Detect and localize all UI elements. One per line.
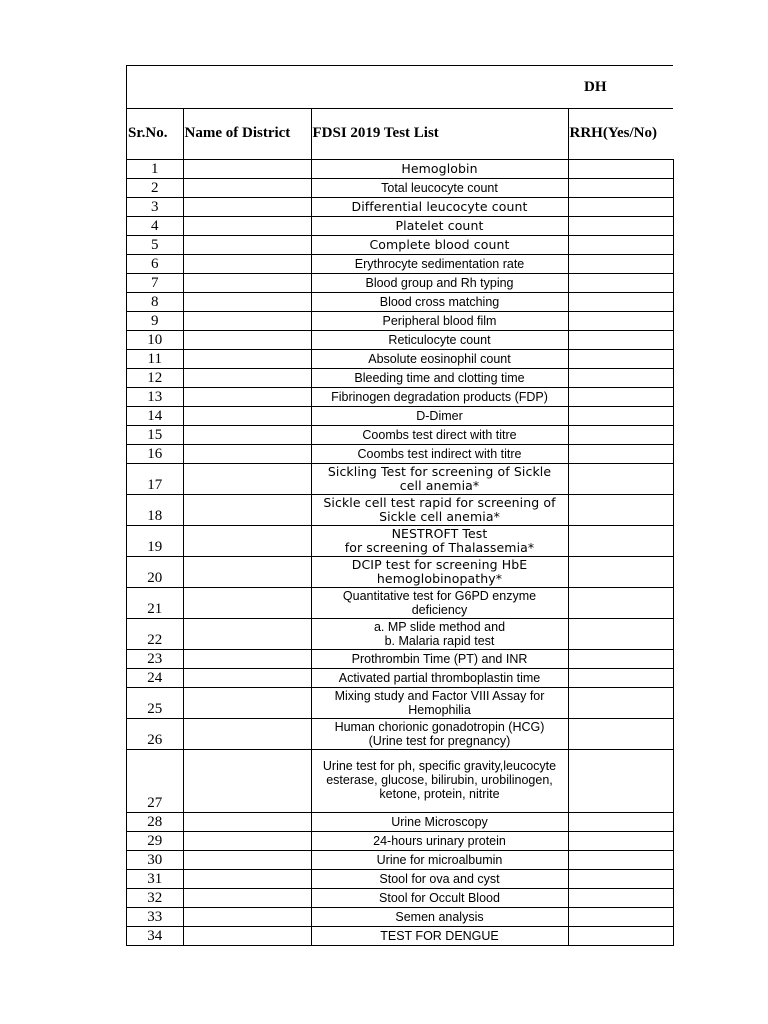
table-row <box>127 178 673 197</box>
header-test-list: FDSI 2019 Test List <box>311 109 568 159</box>
test-name-cell: Urine Microscopy <box>311 812 568 831</box>
test-name-cell: Complete blood count <box>311 235 568 254</box>
rrh-cell[interactable] <box>568 668 673 687</box>
test-name-cell: Platelet count <box>311 216 568 235</box>
sr-no-cell: 5 <box>127 235 183 254</box>
rrh-cell[interactable] <box>568 387 673 406</box>
test-name-cell: Hemoglobin <box>311 159 568 178</box>
table-row <box>127 425 673 444</box>
test-name-cell: Bleeding time and clotting time <box>311 368 568 387</box>
district-cell[interactable] <box>183 869 311 888</box>
rrh-cell[interactable] <box>568 311 673 330</box>
sr-no-cell: 30 <box>127 850 183 869</box>
test-name-cell: Sickle cell test rapid for screening of Sickle cell anemia* <box>311 494 568 525</box>
test-name-cell: Erythrocyte sedimentation rate <box>311 254 568 273</box>
table-row <box>127 869 673 888</box>
district-cell[interactable] <box>183 368 311 387</box>
sheet-banner <box>127 65 673 109</box>
sr-no-cell: 22 <box>127 618 183 649</box>
sr-no-cell: 32 <box>127 888 183 907</box>
table-row <box>127 273 673 292</box>
test-name-cell: Urine test for ph, specific gravity,leucocyte esterase, glucose, bilirubin, urobilinogen, ketone, protein, nitrite <box>311 749 568 812</box>
rrh-cell[interactable] <box>568 587 673 618</box>
table-row <box>127 831 673 850</box>
district-cell[interactable] <box>183 926 311 945</box>
district-cell[interactable] <box>183 330 311 349</box>
test-name-cell: Fibrinogen degradation products (FDP) <box>311 387 568 406</box>
sr-no-cell: 12 <box>127 368 183 387</box>
test-name-cell: TEST FOR DENGUE <box>311 926 568 945</box>
banner-label: DH <box>584 79 607 95</box>
district-cell[interactable] <box>183 292 311 311</box>
test-name-cell: DCIP test for screening HbE hemoglobinopathy* <box>311 556 568 587</box>
district-cell[interactable] <box>183 197 311 216</box>
rrh-cell[interactable] <box>568 425 673 444</box>
test-name-cell: NESTROFT Test for screening of Thalassemia* <box>311 525 568 556</box>
table-row <box>127 216 673 235</box>
district-cell[interactable] <box>183 349 311 368</box>
district-cell[interactable] <box>183 159 311 178</box>
rrh-cell[interactable] <box>568 273 673 292</box>
sr-no-cell: 31 <box>127 869 183 888</box>
rrh-cell[interactable] <box>568 349 673 368</box>
sr-no-cell: 1 <box>127 159 183 178</box>
sr-no-cell: 29 <box>127 831 183 850</box>
district-cell[interactable] <box>183 273 311 292</box>
sr-no-cell: 19 <box>127 525 183 556</box>
table-row <box>127 349 673 368</box>
table-row <box>127 235 673 254</box>
rrh-cell[interactable] <box>568 254 673 273</box>
test-name-cell: D-Dimer <box>311 406 568 425</box>
rrh-cell[interactable] <box>568 463 673 494</box>
test-name-cell: Human chorionic gonadotropin (HCG) (Urine test for pregnancy) <box>311 718 568 749</box>
district-cell[interactable] <box>183 718 311 749</box>
test-name-cell: Peripheral blood film <box>311 311 568 330</box>
table-row <box>127 444 673 463</box>
test-name-cell: 24-hours urinary protein <box>311 831 568 850</box>
district-cell[interactable] <box>183 850 311 869</box>
rrh-cell[interactable] <box>568 197 673 216</box>
test-name-cell: Stool for ova and cyst <box>311 869 568 888</box>
rrh-cell[interactable] <box>568 869 673 888</box>
district-cell[interactable] <box>183 687 311 718</box>
test-name-cell: Urine for microalbumin <box>311 850 568 869</box>
test-name-cell: Quantitative test for G6PD enzyme deficiency <box>311 587 568 618</box>
sr-no-cell: 27 <box>127 749 183 812</box>
sr-no-cell: 18 <box>127 494 183 525</box>
district-cell[interactable] <box>183 444 311 463</box>
sr-no-cell: 14 <box>127 406 183 425</box>
sr-no-cell: 4 <box>127 216 183 235</box>
test-name-cell: Reticulocyte count <box>311 330 568 349</box>
sr-no-cell: 6 <box>127 254 183 273</box>
sr-no-cell: 16 <box>127 444 183 463</box>
test-name-cell: Absolute eosinophil count <box>311 349 568 368</box>
table-row <box>127 197 673 216</box>
rrh-cell[interactable] <box>568 831 673 850</box>
table-row <box>127 159 673 178</box>
header-rrh: RRH(Yes/No) <box>568 109 673 159</box>
table-row <box>127 926 673 945</box>
test-name-cell: Blood group and Rh typing <box>311 273 568 292</box>
district-cell[interactable] <box>183 831 311 850</box>
table-row <box>127 311 673 330</box>
rrh-cell[interactable] <box>568 494 673 525</box>
sr-no-cell: 23 <box>127 649 183 668</box>
test-name-cell: Semen analysis <box>311 907 568 926</box>
rrh-cell[interactable] <box>568 907 673 926</box>
district-cell[interactable] <box>183 749 311 812</box>
district-cell[interactable] <box>183 235 311 254</box>
test-name-cell: Coombs test direct with titre <box>311 425 568 444</box>
sr-no-cell: 33 <box>127 907 183 926</box>
table-row <box>127 888 673 907</box>
sr-no-cell: 11 <box>127 349 183 368</box>
table-row <box>127 668 673 687</box>
table-row <box>127 292 673 311</box>
test-name-cell: Blood cross matching <box>311 292 568 311</box>
table-row <box>127 556 673 587</box>
rrh-cell[interactable] <box>568 216 673 235</box>
district-cell[interactable] <box>183 618 311 649</box>
rrh-cell[interactable] <box>568 718 673 749</box>
test-name-cell: Coombs test indirect with titre <box>311 444 568 463</box>
table-row <box>127 463 673 494</box>
test-name-cell: Prothrombin Time (PT) and INR <box>311 649 568 668</box>
rrh-cell[interactable] <box>568 330 673 349</box>
header-row <box>127 109 673 159</box>
rrh-cell[interactable] <box>568 556 673 587</box>
district-cell[interactable] <box>183 425 311 444</box>
rrh-cell[interactable] <box>568 178 673 197</box>
table-row <box>127 749 673 812</box>
test-name-cell: Total leucocyte count <box>311 178 568 197</box>
sr-no-cell: 7 <box>127 273 183 292</box>
rrh-cell[interactable] <box>568 888 673 907</box>
rrh-cell[interactable] <box>568 812 673 831</box>
test-name-cell: Differential leucocyte count <box>311 197 568 216</box>
district-cell[interactable] <box>183 888 311 907</box>
table-row <box>127 850 673 869</box>
test-name-cell: Sickling Test for screening of Sickle cell anemia* <box>311 463 568 494</box>
rrh-cell[interactable] <box>568 687 673 718</box>
table-row <box>127 330 673 349</box>
district-cell[interactable] <box>183 668 311 687</box>
district-cell[interactable] <box>183 254 311 273</box>
sr-no-cell: 2 <box>127 178 183 197</box>
table-body <box>127 159 673 945</box>
sr-no-cell: 17 <box>127 463 183 494</box>
table-row <box>127 687 673 718</box>
table-row <box>127 387 673 406</box>
rrh-cell[interactable] <box>568 406 673 425</box>
test-name-cell: Activated partial thromboplastin time <box>311 668 568 687</box>
sr-no-cell: 28 <box>127 812 183 831</box>
table-row <box>127 649 673 668</box>
header-district: Name of District <box>183 109 311 159</box>
rrh-cell[interactable] <box>568 749 673 812</box>
sr-no-cell: 13 <box>127 387 183 406</box>
district-cell[interactable] <box>183 556 311 587</box>
district-cell[interactable] <box>183 525 311 556</box>
rrh-cell[interactable] <box>568 159 673 178</box>
table-row <box>127 254 673 273</box>
district-cell[interactable] <box>183 387 311 406</box>
test-list-table <box>127 109 674 946</box>
district-cell[interactable] <box>183 406 311 425</box>
table-row <box>127 812 673 831</box>
rrh-cell[interactable] <box>568 926 673 945</box>
district-cell[interactable] <box>183 812 311 831</box>
sr-no-cell: 10 <box>127 330 183 349</box>
test-name-cell: Mixing study and Factor VIII Assay for Hemophilia <box>311 687 568 718</box>
table-row <box>127 587 673 618</box>
sr-no-cell: 25 <box>127 687 183 718</box>
rrh-cell[interactable] <box>568 649 673 668</box>
sr-no-cell: 26 <box>127 718 183 749</box>
district-cell[interactable] <box>183 649 311 668</box>
test-name-cell: Stool for Occult Blood <box>311 888 568 907</box>
sr-no-cell: 20 <box>127 556 183 587</box>
sr-no-cell: 21 <box>127 587 183 618</box>
rrh-cell[interactable] <box>568 850 673 869</box>
table-row <box>127 618 673 649</box>
table-row <box>127 494 673 525</box>
sr-no-cell: 34 <box>127 926 183 945</box>
sr-no-cell: 8 <box>127 292 183 311</box>
table-row <box>127 368 673 387</box>
sr-no-cell: 3 <box>127 197 183 216</box>
sr-no-cell: 9 <box>127 311 183 330</box>
sr-no-cell: 24 <box>127 668 183 687</box>
district-cell[interactable] <box>183 907 311 926</box>
table-row <box>127 525 673 556</box>
rrh-cell[interactable] <box>568 618 673 649</box>
sr-no-cell: 15 <box>127 425 183 444</box>
rrh-cell[interactable] <box>568 235 673 254</box>
district-cell[interactable] <box>183 178 311 197</box>
rrh-cell[interactable] <box>568 525 673 556</box>
district-cell[interactable] <box>183 463 311 494</box>
table-row <box>127 406 673 425</box>
test-name-cell: a. MP slide method and b. Malaria rapid test <box>311 618 568 649</box>
district-cell[interactable] <box>183 216 311 235</box>
rrh-cell[interactable] <box>568 368 673 387</box>
rrh-cell[interactable] <box>568 444 673 463</box>
district-cell[interactable] <box>183 587 311 618</box>
table-row <box>127 718 673 749</box>
test-list-sheet <box>126 65 673 946</box>
rrh-cell[interactable] <box>568 292 673 311</box>
district-cell[interactable] <box>183 311 311 330</box>
district-cell[interactable] <box>183 494 311 525</box>
header-sr-no: Sr.No. <box>127 109 183 159</box>
table-row <box>127 907 673 926</box>
